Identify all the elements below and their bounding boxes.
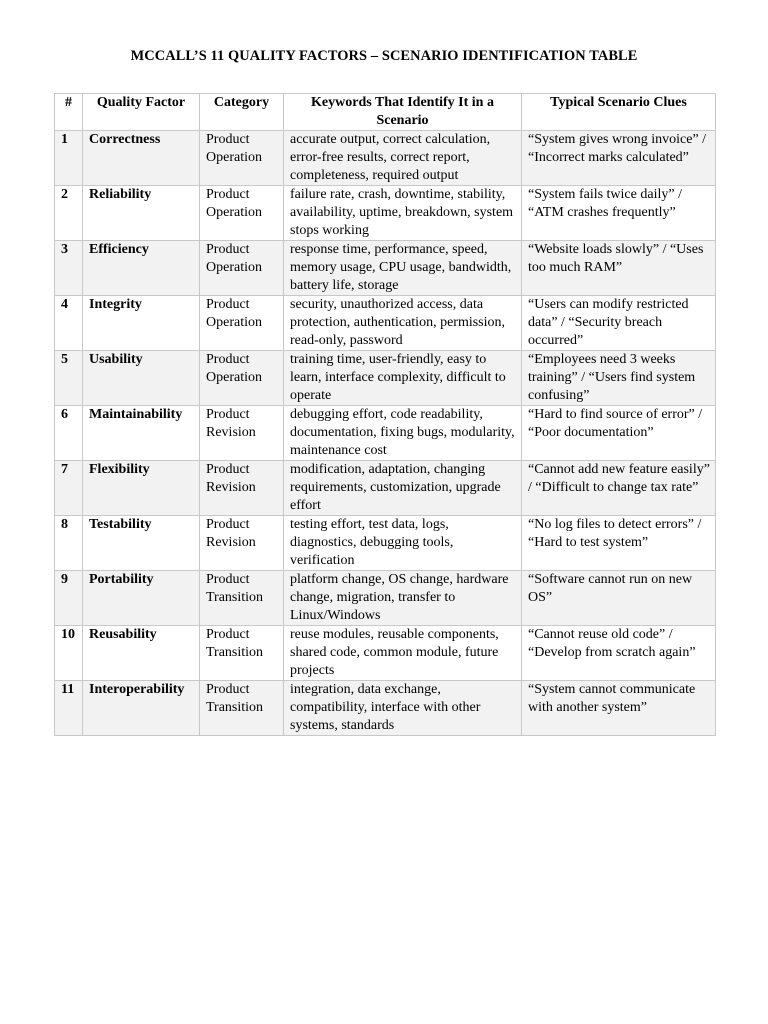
scenario-clues-cell: “Users can modify restricted data” / “Security breach occurred” (522, 296, 716, 351)
document-title: MCCALL’S 11 QUALITY FACTORS – SCENARIO IDENTIFICATION TABLE (130, 48, 638, 64)
keywords-cell: reuse modules, reusable components, shared code, common module, future projects (284, 626, 522, 681)
quality-factor-name: Flexibility (83, 461, 200, 516)
scenario-clues-cell: “Hard to find source of error” / “Poor documentation” (522, 406, 716, 461)
table-row (55, 571, 716, 626)
table-row (55, 626, 716, 681)
keywords-cell: debugging effort, code readability, documentation, fixing bugs, modularity, maintenance cost (284, 406, 522, 461)
quality-factor-name: Efficiency (83, 241, 200, 296)
table-header-row (55, 94, 716, 131)
quality-factor-name: Integrity (83, 296, 200, 351)
quality-factor-name: Testability (83, 516, 200, 571)
row-number: 1 (55, 131, 83, 186)
keywords-cell: integration, data exchange, compatibility, interface with other systems, standards (284, 681, 522, 736)
category-cell: Product Revision (200, 516, 284, 571)
scenario-clues-cell: “Website loads slowly” / “Uses too much RAM” (522, 241, 716, 296)
category-cell: Product Operation (200, 241, 284, 296)
header-scenario-clues: Typical Scenario Clues (522, 94, 716, 131)
table-row (55, 241, 716, 296)
row-number: 6 (55, 406, 83, 461)
category-cell: Product Transition (200, 571, 284, 626)
header-keywords: Keywords That Identify It in a Scenario (284, 94, 522, 131)
category-cell: Product Operation (200, 351, 284, 406)
keywords-cell: platform change, OS change, hardware change, migration, transfer to Linux/Windows (284, 571, 522, 626)
row-number: 4 (55, 296, 83, 351)
table-row (55, 681, 716, 736)
scenario-clues-cell: “Employees need 3 weeks training” / “Users find system confusing” (522, 351, 716, 406)
quality-factor-name: Reusability (83, 626, 200, 681)
row-number: 8 (55, 516, 83, 571)
keywords-cell: accurate output, correct calculation, error-free results, correct report, completeness, required output (284, 131, 522, 186)
quality-factor-name: Correctness (83, 131, 200, 186)
category-cell: Product Transition (200, 626, 284, 681)
row-number: 5 (55, 351, 83, 406)
category-cell: Product Revision (200, 461, 284, 516)
keywords-cell: response time, performance, speed, memory usage, CPU usage, bandwidth, battery life, storage (284, 241, 522, 296)
quality-factor-name: Maintainability (83, 406, 200, 461)
category-cell: Product Operation (200, 131, 284, 186)
quality-factor-name: Portability (83, 571, 200, 626)
quality-factor-name: Reliability (83, 186, 200, 241)
scenario-clues-cell: “Cannot reuse old code” / “Develop from scratch again” (522, 626, 716, 681)
header-quality-factor: Quality Factor (83, 94, 200, 131)
quality-factor-name: Usability (83, 351, 200, 406)
row-number: 10 (55, 626, 83, 681)
row-number: 9 (55, 571, 83, 626)
table-row (55, 351, 716, 406)
table-row (55, 296, 716, 351)
scenario-clues-cell: “Software cannot run on new OS” (522, 571, 716, 626)
category-cell: Product Revision (200, 406, 284, 461)
row-number: 3 (55, 241, 83, 296)
table-row (55, 406, 716, 461)
scenario-clues-cell: “System gives wrong invoice” / “Incorrect marks calculated” (522, 131, 716, 186)
category-cell: Product Operation (200, 296, 284, 351)
quality-factor-name: Interoperability (83, 681, 200, 736)
scenario-clues-cell: “No log files to detect errors” / “Hard to test system” (522, 516, 716, 571)
keywords-cell: modification, adaptation, changing requirements, customization, upgrade effort (284, 461, 522, 516)
table-row (55, 131, 716, 186)
row-number: 11 (55, 681, 83, 736)
keywords-cell: training time, user-friendly, easy to learn, interface complexity, difficult to operate (284, 351, 522, 406)
header-number: # (55, 94, 83, 131)
quality-factors-table (54, 93, 716, 736)
header-category: Category (200, 94, 284, 131)
category-cell: Product Transition (200, 681, 284, 736)
keywords-cell: testing effort, test data, logs, diagnostics, debugging tools, verification (284, 516, 522, 571)
row-number: 2 (55, 186, 83, 241)
table-row (55, 516, 716, 571)
row-number: 7 (55, 461, 83, 516)
table-row (55, 461, 716, 516)
keywords-cell: failure rate, crash, downtime, stability, availability, uptime, breakdown, system stops working (284, 186, 522, 241)
category-cell: Product Operation (200, 186, 284, 241)
scenario-clues-cell: “Cannot add new feature easily” / “Difficult to change tax rate” (522, 461, 716, 516)
scenario-clues-cell: “System fails twice daily” / “ATM crashes frequently” (522, 186, 716, 241)
table-row (55, 186, 716, 241)
keywords-cell: security, unauthorized access, data protection, authentication, permission, read-only, password (284, 296, 522, 351)
scenario-clues-cell: “System cannot communicate with another system” (522, 681, 716, 736)
